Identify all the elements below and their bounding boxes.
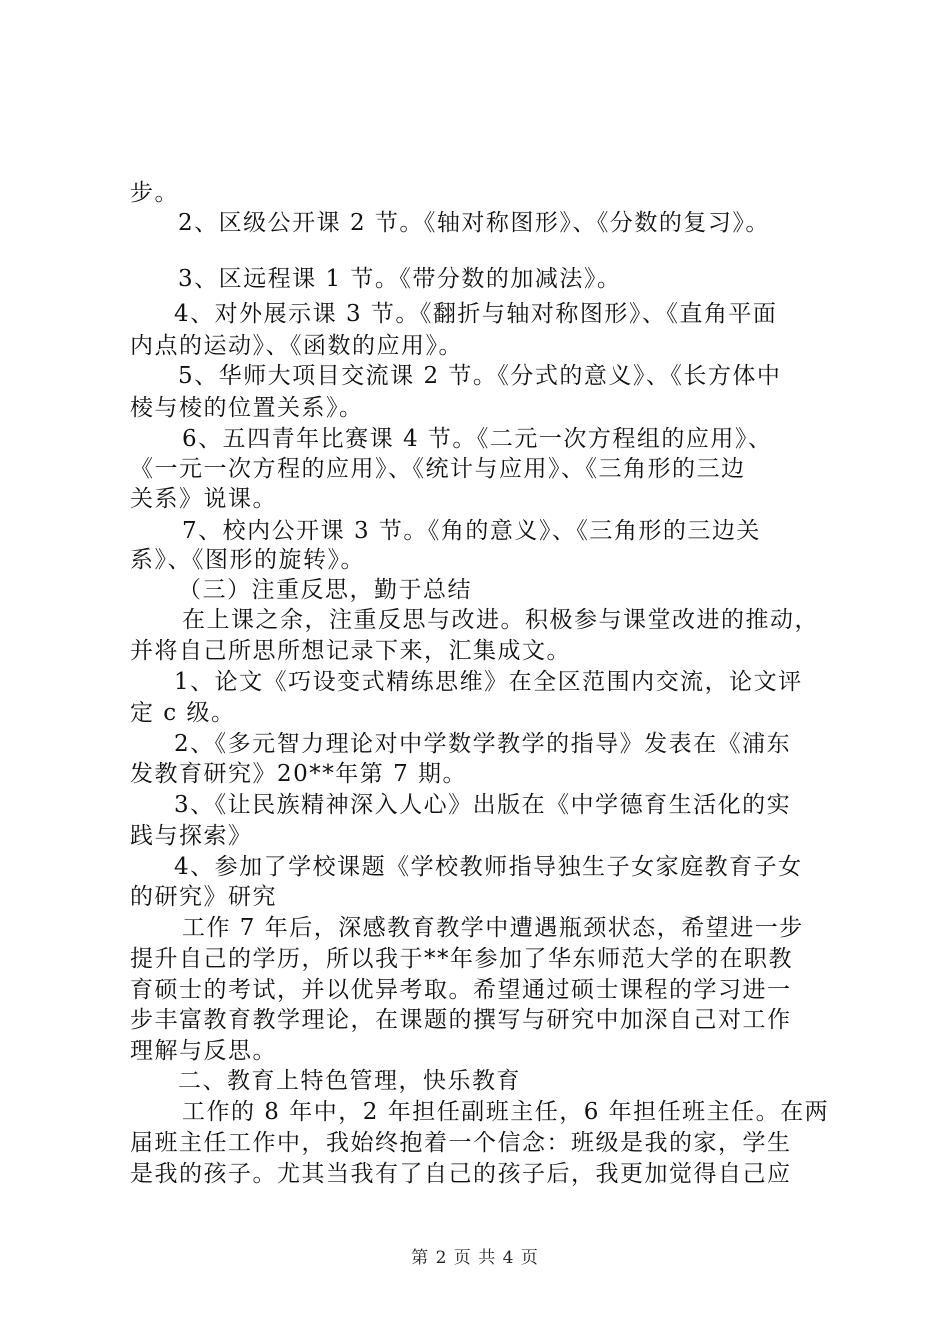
paragraph-line: 工作 7 年后，深感教育教学中遭遇瓶颈状态，希望进一步 (182, 915, 804, 941)
paragraph-line: 4、对外展示课 3 节。《翻折与轴对称图形》、《直角平面 (174, 301, 778, 327)
paragraph-line: 提升自己的学历，所以我于**年参加了华东师范大学的在职教 (130, 946, 793, 972)
paragraph-line: 育硕士的考试，并以优异考取。希望通过硕士课程的学习进一 (130, 977, 792, 1003)
section-heading: （三）注重反思，勤于总结 (178, 577, 472, 603)
paragraph-line: 践与探索》 (130, 823, 253, 849)
paragraph-line: 届班主任工作中，我始终抱着一个信念：班级是我的家，学生 (130, 1130, 792, 1156)
paragraph-line: 关系》说课。 (130, 486, 277, 512)
paragraph-line: 3、《让民族精神深入人心》出版在《中学德育生活化的实 (174, 792, 792, 818)
paragraph-line: 《一元一次方程的应用》、《统计与应用》、《三角形的三边 (130, 456, 746, 482)
paragraph-line: 定 c 级。 (130, 700, 236, 726)
paragraph-line: 6、五四青年比赛课 4 节。《二元一次方程组的应用》、 (182, 426, 773, 452)
paragraph-line: 步丰富教育教学理论，在课题的撰写与研究中加深自己对工作 (130, 1007, 792, 1033)
paragraph-line: 7、校内公开课 3 节。《角的意义》、《三角形的三边关 (182, 518, 761, 544)
paragraph-line: 内点的运动》、《函数的应用》。 (130, 333, 463, 359)
paragraph-line: 棱与棱的位置关系》。 (130, 395, 364, 421)
paragraph-line: 在上课之余，注重反思与改进。积极参与课堂改进的推动， (182, 607, 819, 633)
page-number-footer: 第 2 页 共 4 页 (411, 1248, 539, 1268)
paragraph-line: 工作的 8 年中，2 年担任副班主任，6 年担任班主任。在两 (182, 1099, 830, 1125)
section-heading: 二、教育上特色管理，快乐教育 (178, 1068, 521, 1094)
paragraph-line: 步。 (130, 180, 179, 206)
paragraph-line: 3、区远程课 1 节。《带分数的加减法》。 (178, 266, 622, 292)
paragraph-line: 5、华师大项目交流课 2 节。《分式的意义》、《长方体中 (178, 363, 782, 389)
paragraph-line: 系》、《图形的旋转》。 (130, 547, 365, 573)
paragraph-line: 的研究》研究 (130, 884, 277, 910)
paragraph-line: 2、区级公开课 2 节。《轴对称图形》、《分数的复习》。 (178, 210, 770, 236)
paragraph-line: 是我的孩子。尤其当我有了自己的孩子后，我更加觉得自己应 (130, 1161, 792, 1187)
paragraph-line: 理解与反思。 (130, 1038, 277, 1064)
paragraph-line: 发教育研究》20**年第 7 期。 (130, 761, 468, 787)
paragraph-line: 1、论文《巧设变式精练思维》在全区范围内交流，论文评 (174, 669, 803, 695)
paragraph-line: 4、参加了学校课题《学校教师指导独生子女家庭教育子女 (174, 854, 803, 880)
paragraph-line: 并将自己所思所想记录下来，汇集成文。 (130, 638, 571, 664)
paragraph-line: 2、《多元智力理论对中学数学教学的指导》发表在《浦东 (174, 731, 792, 757)
